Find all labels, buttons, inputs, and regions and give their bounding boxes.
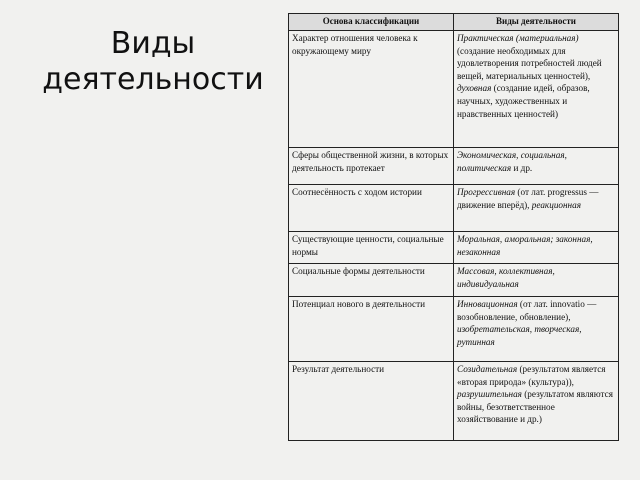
header-types: Виды деятельности — [454, 14, 619, 31]
activity-type-term: Практическая (материальная) — [457, 33, 579, 43]
row-basis: Характер отношения человека к окружающему миру — [289, 31, 454, 148]
row-types — [454, 232, 619, 264]
slide-title-line-2: деятельности — [42, 62, 264, 97]
table-row — [289, 297, 619, 362]
row-basis: Существующие ценности, социальные нормы — [289, 232, 454, 264]
slide-title — [28, 26, 278, 98]
activity-type-note: (создание необходимых для удовлетворения потребностей людей вещей, материальных ценностей), — [457, 45, 602, 81]
slide-title-line-1: Виды — [110, 26, 196, 61]
table-row — [289, 362, 619, 441]
row-basis: Результат деятельности — [289, 362, 454, 441]
activity-type-term: духовная — [457, 83, 492, 94]
table-row — [289, 264, 619, 297]
activity-type-term: Массовая, коллективная, индивидуальная — [457, 266, 555, 289]
activity-type-note: (результатом являются войны, безответственное хозяйствование и др.) — [457, 389, 613, 425]
classification-table — [288, 13, 619, 441]
activity-type-term: Инновационная — [457, 299, 518, 309]
activity-type-note: и др. — [511, 162, 533, 173]
row-basis: Соотнесённость с ходом истории — [289, 185, 454, 232]
row-basis: Сферы общественной жизни, в которых деятельность протекает — [289, 148, 454, 185]
activity-type-term: разрушительная — [457, 389, 522, 400]
activity-type-term: Созидательная — [457, 364, 518, 374]
row-types — [454, 264, 619, 297]
row-types — [454, 362, 619, 441]
activity-type-note: (от лат. progressus — движение вперёд), — [457, 187, 599, 210]
activity-type-term: изобретательская, творческая, рутинная — [457, 324, 582, 347]
row-types — [454, 31, 619, 148]
activity-type-term: реакционная — [531, 199, 581, 210]
table-row — [289, 232, 619, 264]
row-basis: Социальные формы деятельности — [289, 264, 454, 297]
table-row — [289, 148, 619, 185]
table-row — [289, 31, 619, 148]
activity-type-note: (создание идей, образов, научных, художественных и нравственных ценностей) — [457, 83, 590, 119]
activity-type-term: Моральная, аморальная; законная, незаконная — [457, 234, 593, 257]
activity-type-note: (от лат. innovatio — возобновление, обновление), — [457, 299, 597, 322]
table-header-row — [289, 14, 619, 31]
activity-type-term: Экономическая, социальная, политическая — [457, 150, 567, 173]
row-basis: Потенциал нового в деятельности — [289, 297, 454, 362]
row-types — [454, 297, 619, 362]
row-types — [454, 185, 619, 232]
table-row — [289, 185, 619, 232]
activity-type-note: (результатом является «вторая природа» (культура)), — [457, 364, 606, 387]
activity-type-term: Прогрессивная — [457, 187, 516, 197]
row-types — [454, 148, 619, 185]
header-basis: Основа классификации — [289, 14, 454, 31]
